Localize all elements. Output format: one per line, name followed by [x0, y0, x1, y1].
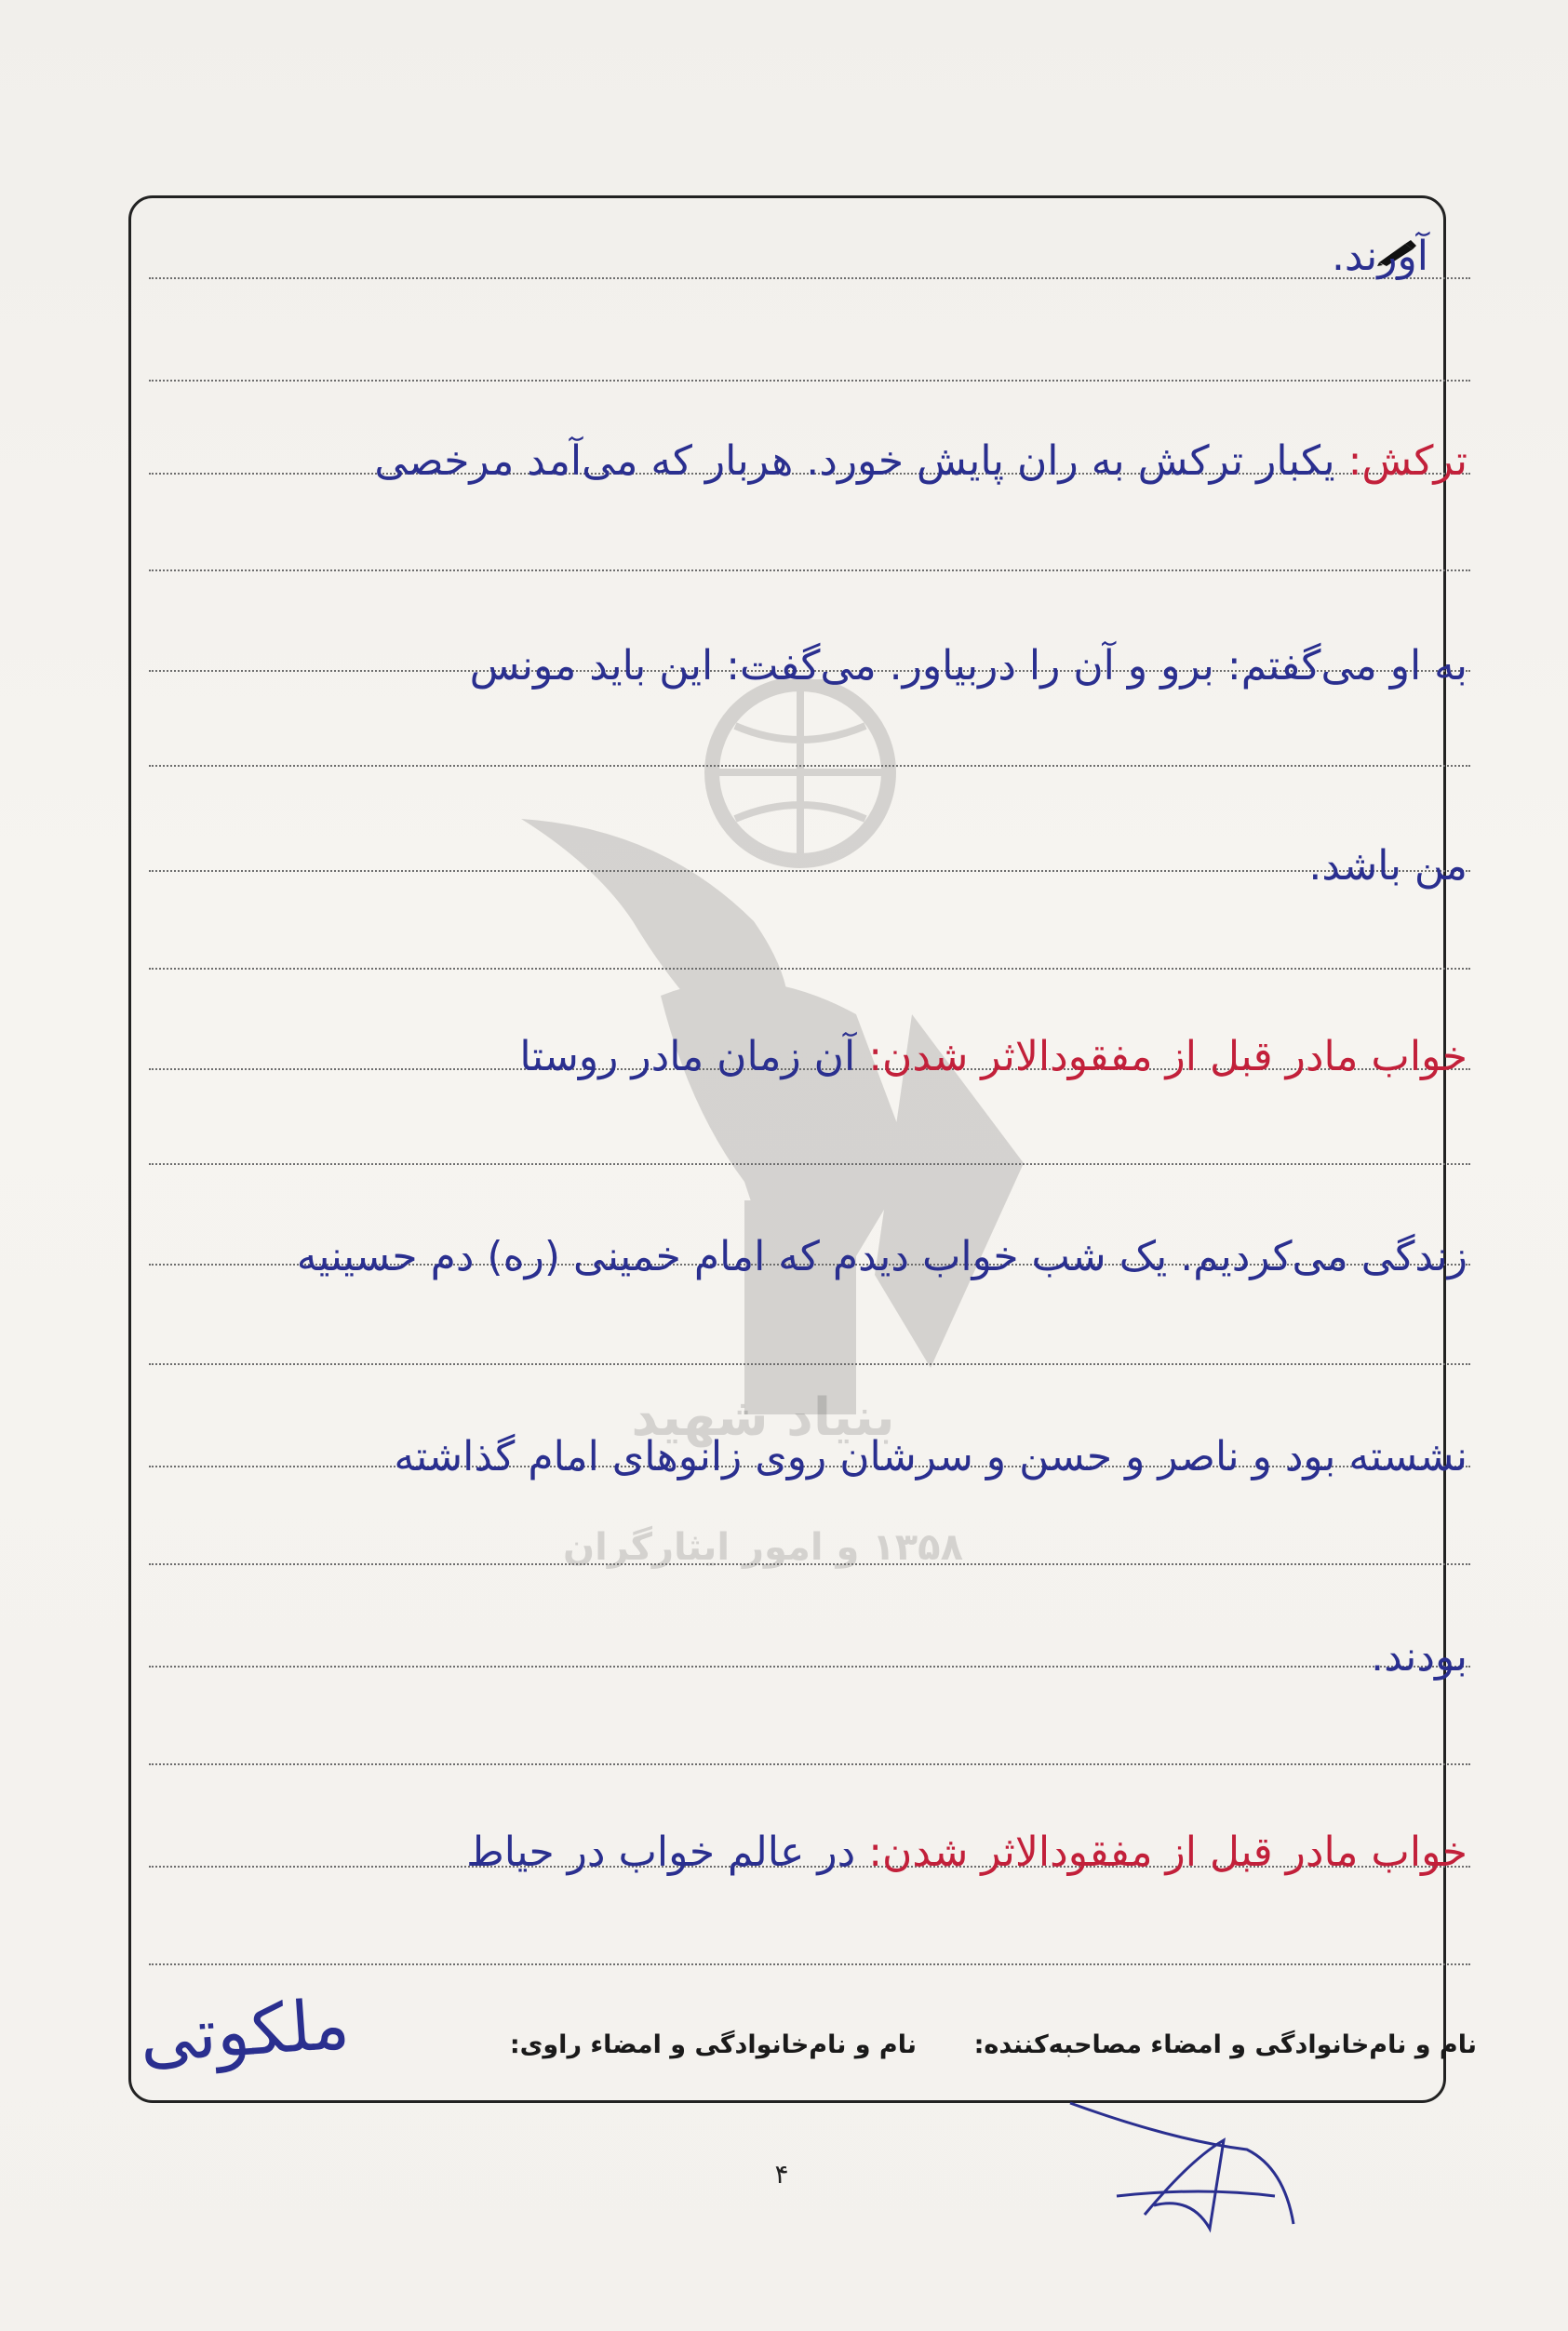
watermark-year: ۱۳۵۸ و امور ایثارگران: [563, 1526, 963, 1569]
ruled-line: [149, 765, 1470, 767]
ruled-line: [149, 277, 1470, 279]
page-number: ۴: [774, 2159, 789, 2190]
line-text: من باشد.: [1308, 842, 1467, 890]
ruled-line: [149, 1563, 1470, 1565]
topic-heading: خواب مادر قبل از مفقودالاثر شدن:: [855, 1829, 1467, 1876]
ruled-line: [149, 1666, 1470, 1668]
line-text: نشسته بود و ناصر و حسن و سرشان روی زانوهای امام گذاشته: [394, 1433, 1467, 1480]
watermark-foundation-name: بنیاد شهید: [631, 1387, 895, 1448]
line-text: آن زمان مادر روستا: [519, 1033, 856, 1080]
handwritten-line-7: [394, 1433, 1467, 1480]
ruled-line: [149, 1963, 1470, 1965]
handwritten-line-6: [297, 1233, 1467, 1280]
ruled-line: [149, 569, 1470, 571]
ruled-line: [149, 968, 1470, 970]
handwritten-line-3: [470, 642, 1467, 690]
handwritten-line-4: [1308, 842, 1467, 890]
interviewer-signature-label: نام و نام‌خانوادگی و امضاء مصاحبه‌کننده:: [973, 2030, 1477, 2059]
ruled-line: [149, 870, 1470, 872]
signature-mark: [1061, 2084, 1303, 2233]
line-text: آورند.: [1331, 233, 1428, 280]
handwritten-line-8: [1371, 1633, 1467, 1681]
line-text: در عالم خواب در حیاط: [466, 1829, 856, 1876]
handwritten-line-5: [519, 1033, 1467, 1080]
ruled-line: [149, 1763, 1470, 1765]
narrator-signature-label: نام و نام‌خانوادگی و امضاء راوی:: [509, 2030, 917, 2059]
line-text: زندگی می‌کردیم. یک شب خواب دیدم که امام خمینی (ره) دم حسینیه: [296, 1233, 1467, 1280]
ruled-line: [149, 380, 1470, 382]
line-text: یکبار ترکش به ران پایش خورد. هربار که می‌آمد مرخصی: [374, 437, 1335, 485]
ruled-line: [149, 1163, 1470, 1165]
ruled-line: [149, 1363, 1470, 1365]
narrator-signature: ملکوتی: [137, 1984, 353, 2079]
line-text: بودند.: [1371, 1633, 1467, 1681]
line-text: به او می‌گفتم: برو و آن را دربیاور. می‌گفت: این باید مونس: [469, 642, 1467, 690]
topic-heading: خواب مادر قبل از مفقودالاثر شدن:: [855, 1033, 1467, 1080]
topic-heading: ترکش:: [1334, 437, 1467, 485]
handwritten-line-9: [466, 1829, 1467, 1876]
handwritten-line-2: [374, 437, 1467, 485]
handwritten-line-1: [1332, 233, 1428, 280]
